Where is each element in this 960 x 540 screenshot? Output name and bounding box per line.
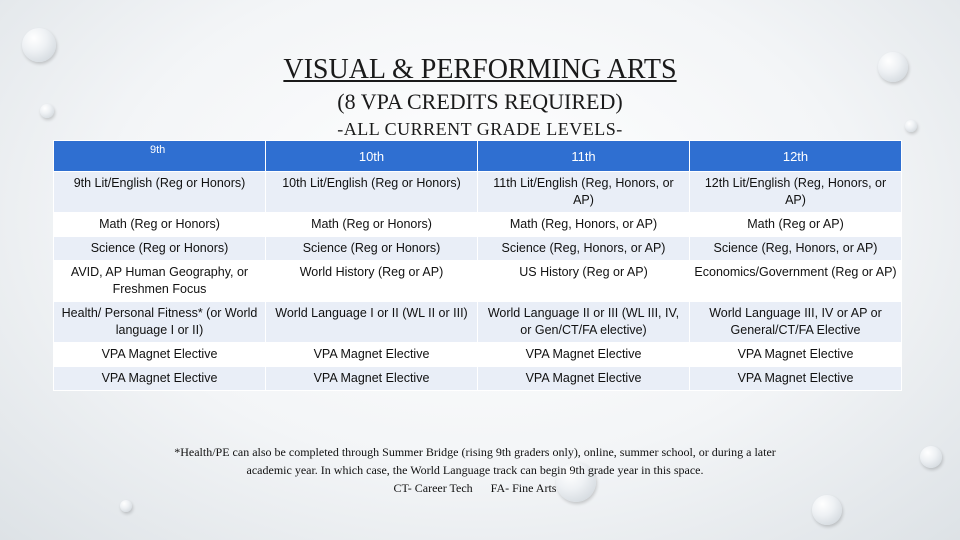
table-cell: VPA Magnet Elective xyxy=(266,343,478,367)
table-cell: Math (Reg or AP) xyxy=(690,213,902,237)
table-row xyxy=(54,213,902,237)
table-cell: Science (Reg, Honors, or AP) xyxy=(478,237,690,261)
table-row xyxy=(54,172,902,213)
slide-subtitle: (8 VPA CREDITS REQUIRED) xyxy=(337,89,623,114)
abbreviation-legend xyxy=(0,479,950,497)
table-cell: Economics/Government (Reg or AP) xyxy=(690,261,902,302)
table-cell: Science (Reg, Honors, or AP) xyxy=(690,237,902,261)
table-cell: Math (Reg or Honors) xyxy=(266,213,478,237)
course-schedule-table xyxy=(53,140,902,391)
table-cell: US History (Reg or AP) xyxy=(478,261,690,302)
water-drop-decoration xyxy=(120,500,132,512)
table-cell: World Language III, IV or AP or General/CT/FA Elective xyxy=(690,302,902,343)
ct-abbreviation: CT- Career Tech xyxy=(393,481,473,495)
table-header-row xyxy=(54,141,902,172)
slide-title: VISUAL & PERFORMING ARTS xyxy=(283,54,677,85)
header-10th: 10th xyxy=(266,141,478,172)
table-cell: VPA Magnet Elective xyxy=(478,367,690,391)
table-cell: Math (Reg, Honors, or AP) xyxy=(478,213,690,237)
table-cell: 9th Lit/English (Reg or Honors) xyxy=(54,172,266,213)
footnote-line-2: academic year. In which case, the World Language track can begin 9th grade year in this space. xyxy=(246,463,704,477)
table-cell: VPA Magnet Elective xyxy=(690,367,902,391)
header-12th: 12th xyxy=(690,141,902,172)
table-cell: VPA Magnet Elective xyxy=(54,343,266,367)
table-cell: Health/ Personal Fitness* (or World language I or II) xyxy=(54,302,266,343)
footnote-line-1: *Health/PE can also be completed through Summer Bridge (rising 9th graders only), online, summer school, or during a later xyxy=(174,445,776,459)
table-cell: VPA Magnet Elective xyxy=(690,343,902,367)
table-cell: 12th Lit/English (Reg, Honors, or AP) xyxy=(690,172,902,213)
table-cell: Science (Reg or Honors) xyxy=(266,237,478,261)
table-cell: World History (Reg or AP) xyxy=(266,261,478,302)
slide-header xyxy=(0,52,960,142)
table-cell: AVID, AP Human Geography, or Freshmen Focus xyxy=(54,261,266,302)
table-cell: Science (Reg or Honors) xyxy=(54,237,266,261)
table-row xyxy=(54,343,902,367)
water-drop-decoration xyxy=(812,495,842,525)
table-cell: VPA Magnet Elective xyxy=(478,343,690,367)
table-cell: World Language I or II (WL II or III) xyxy=(266,302,478,343)
table-row xyxy=(54,237,902,261)
footnote xyxy=(0,443,950,497)
header-11th: 11th xyxy=(478,141,690,172)
table-row xyxy=(54,367,902,391)
header-9th: 9th xyxy=(54,141,266,172)
fa-abbreviation: FA- Fine Arts xyxy=(490,481,557,495)
table-cell: VPA Magnet Elective xyxy=(54,367,266,391)
table-cell: World Language II or III (WL III, IV, or Gen/CT/FA elective) xyxy=(478,302,690,343)
table-cell: Math (Reg or Honors) xyxy=(54,213,266,237)
table-row xyxy=(54,302,902,343)
grade-levels-line: -ALL CURRENT GRADE LEVELS- xyxy=(337,119,623,139)
table-cell: VPA Magnet Elective xyxy=(266,367,478,391)
table-row xyxy=(54,261,902,302)
table-cell: 11th Lit/English (Reg, Honors, or AP) xyxy=(478,172,690,213)
table-cell: 10th Lit/English (Reg or Honors) xyxy=(266,172,478,213)
